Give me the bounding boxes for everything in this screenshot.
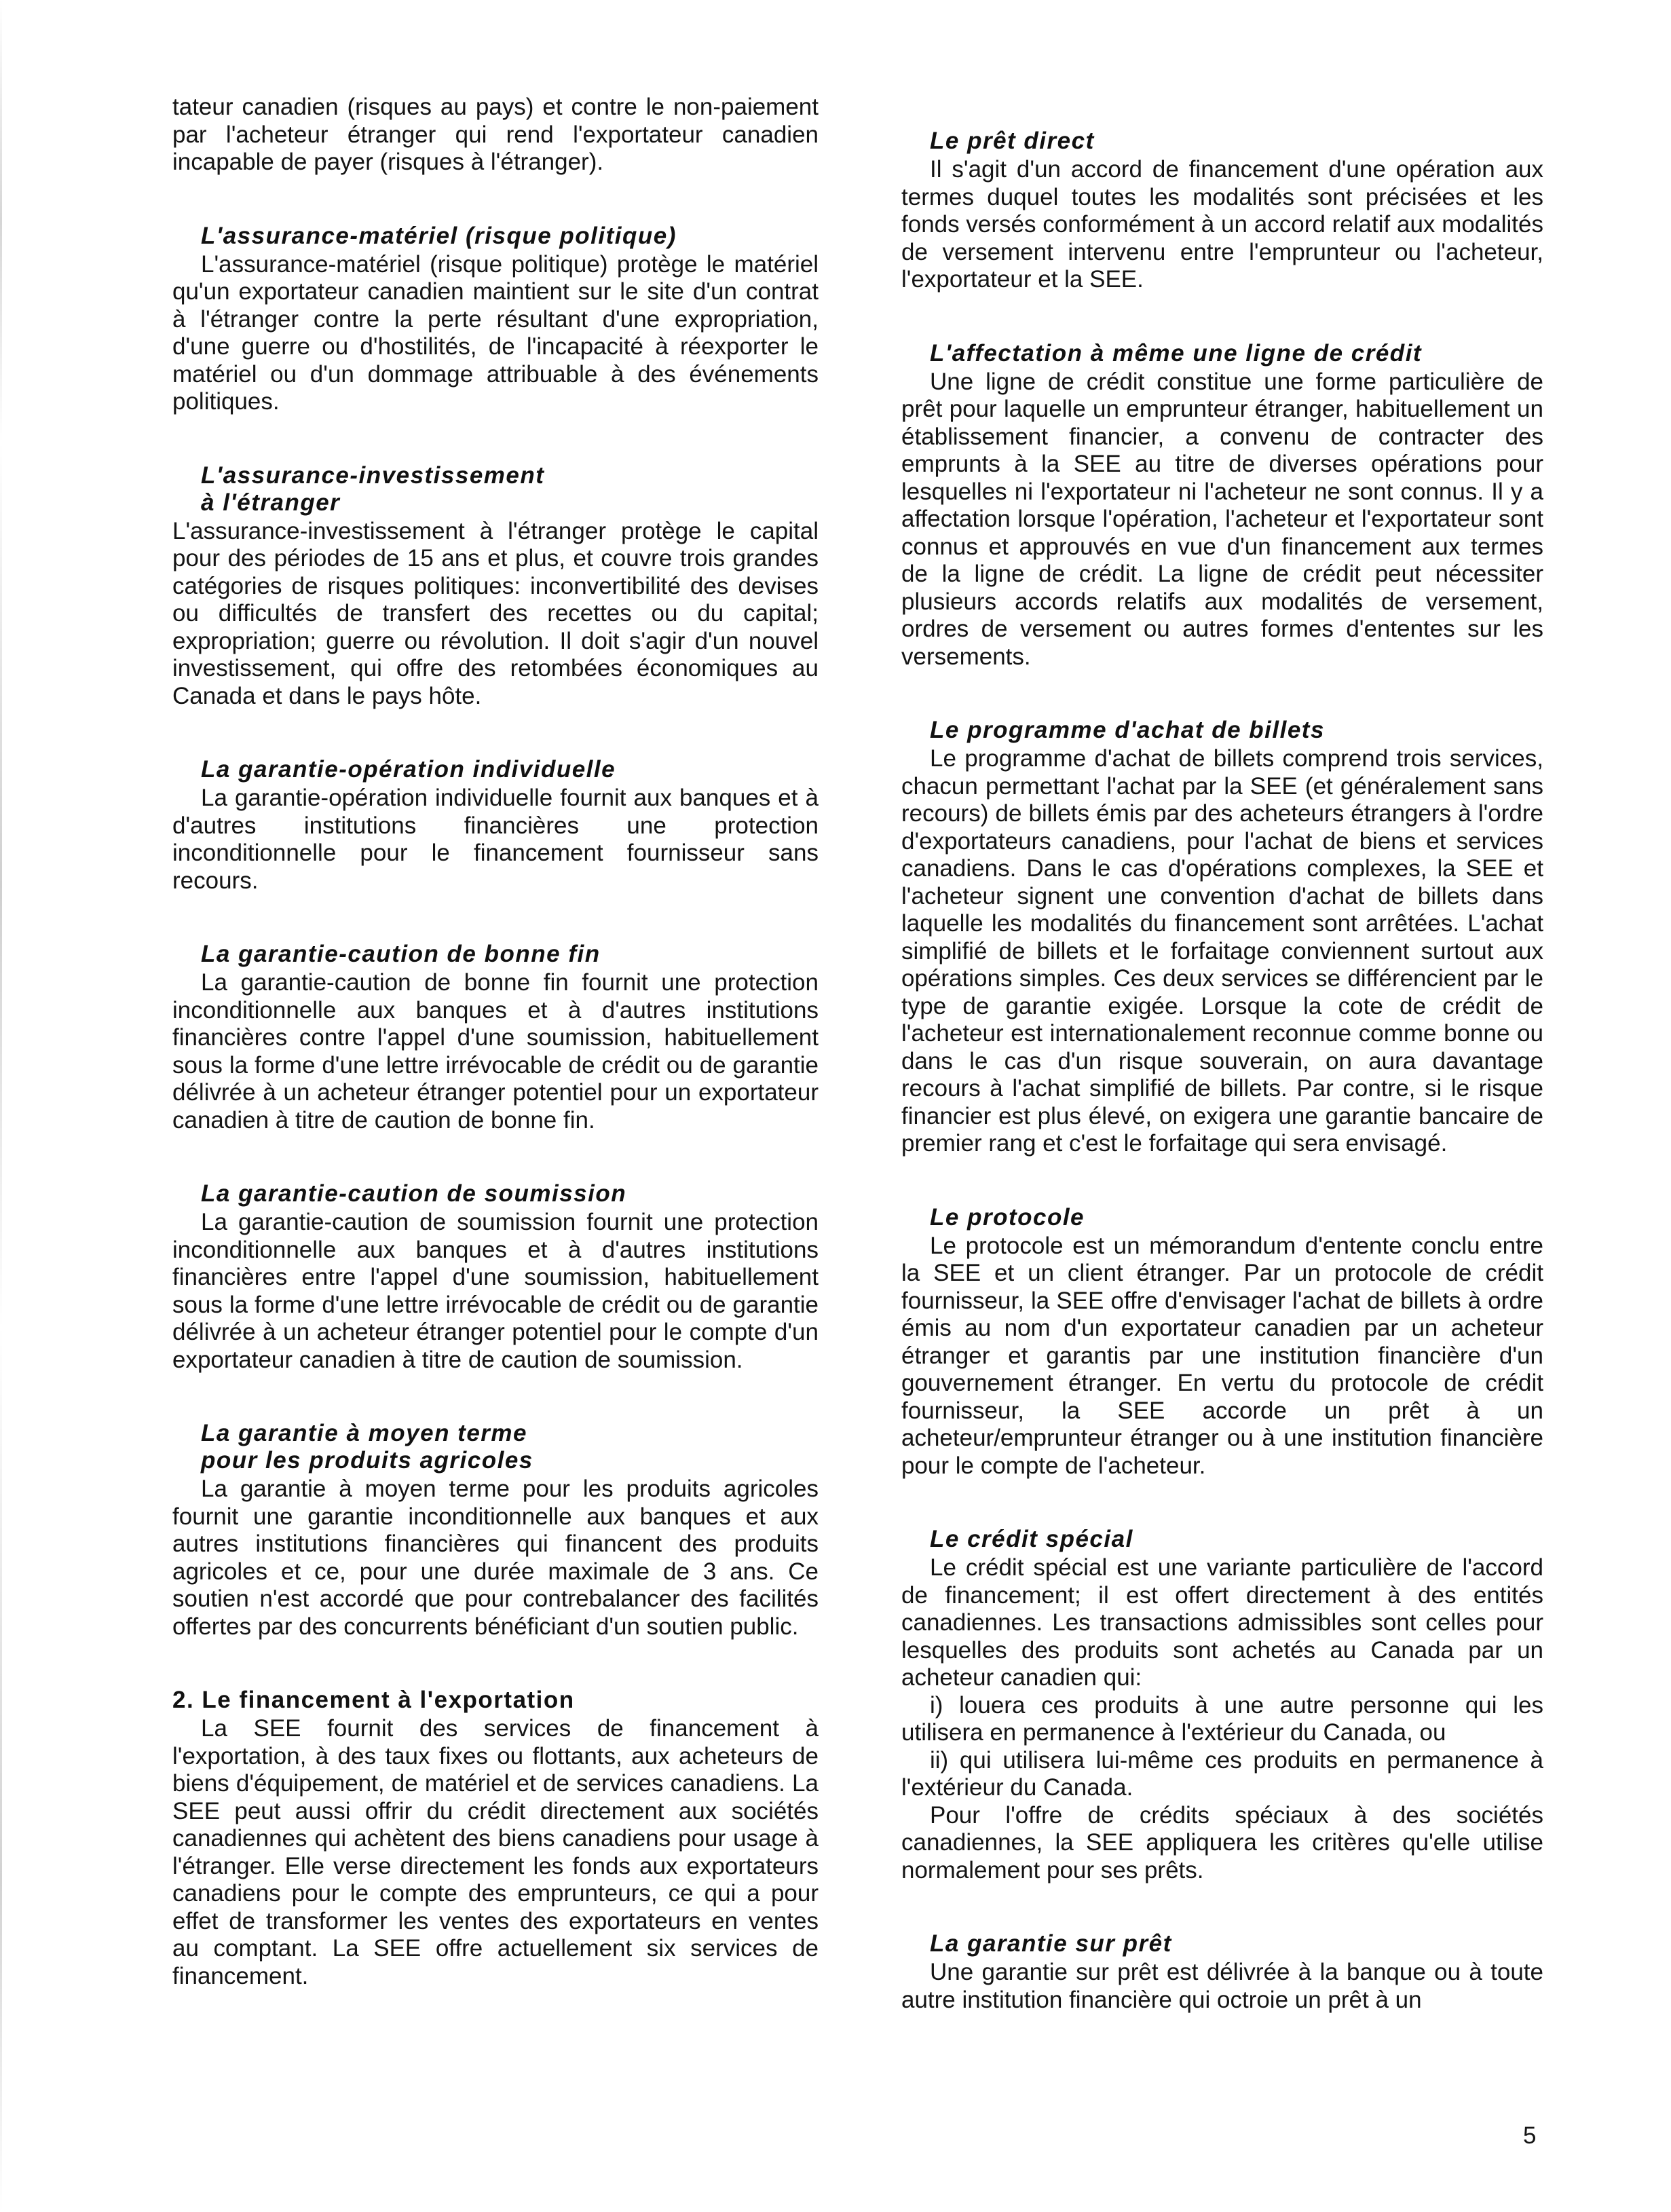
page-number: 5 [1523, 2122, 1537, 2149]
section-heading: Le prêt direct [930, 128, 1095, 154]
section-heading: Le protocole [930, 1203, 1085, 1231]
section-heading: Le programme d'achat de billets [930, 717, 1325, 743]
section-body: Une ligne de crédit constitue une forme particulière de prêt pour laquelle un emprunteur étranger, habituellement un établissement financier, a convenu de contracter des emprunts à la SEE au titre de diverses opérations pour lesquelles ni l'exportateur ni l'acheteur ne sont connus. Il y a affectation lorsque l'opération, l'acheteur et l'exportateur sont connus et approuvés en vue d'un financement aux termes de la ligne de crédit. La ligne de crédit peut nécessiter plusieurs accords relatifs aux modalités de versement, ordres de versement ou autres formes d'ententes sur les versements. [901, 368, 1543, 670]
section-ligne-de-credit [901, 340, 1543, 671]
left-column [172, 94, 819, 2036]
section-garantie-bonne-fin [172, 941, 819, 1134]
section-body: Une garantie sur prêt est délivrée à la banque ou à toute autre institution financière qui octroie un prêt à un [901, 1959, 1543, 2013]
section-assurance-materiel [172, 223, 819, 416]
section-heading: La garantie sur prêt [930, 1930, 1172, 1957]
section-body: Le programme d'achat de billets comprend trois services, chacun permettant l'achat par la SEE (et généralement sans recours) de billets émis par des acheteurs étrangers à l'ordre d'exportateurs canadiens, pour l'achat de biens et services canadiens. Dans le cas d'opérations complexes, la SEE et l'acheteur signent une convention d'achat de billets dans laquelle les modalités du financement sont arrêtées. L'achat simplifié de billets et le forfaitage conviennent surtout aux opérations simples. Ces deux services se différencient par le type de garantie exigée. Lorsque la cote de crédit de l'acheteur est internationalement reconnue comme bonne ou dans le cas d'un risque souverain, on aura davantage recours à l'achat simplifié de billets. Par contre, si le risque financier est plus élevé, on exigera une garantie bancaire de premier rang et c'est le forfaitage qui sera envisagé. [901, 745, 1543, 1157]
section-body: La garantie à moyen terme pour les produits agricoles fournit une garantie inconditionnelle aux banques et aux autres institutions financières qui financent des produits agricoles et ce, pour une durée maximale de 3 ans. Ce soutien n'est accordé que pour contrebalancer des facilités offertes par des concurrents bénéficiant d'un soutien public. [172, 1476, 819, 1640]
section-heading: L'assurance-investissement [201, 462, 545, 489]
section-body: La garantie-caution de soumission fournit une protection inconditionnelle aux banques et à d'autres institutions financières entre l'appel d'une soumission, habituellement sous la forme d'une lettre irrévocable de crédit ou de garantie délivrée à un acheteur étranger potentiel pour le compte d'un exportateur canadien à titre de caution de soumission. [172, 1209, 819, 1373]
list-item: i) louera ces produits à une autre personne qui les utilisera en permanence à l'extérieur du Canada, ou [901, 1691, 1543, 1746]
section-heading: La garantie à moyen terme [201, 1420, 527, 1446]
scan-edge [0, 0, 2, 2212]
section-body-continued: Pour l'offre de crédits spéciaux à des sociétés canadiennes, la SEE appliquera les critères qu'elle utilise normalement pour ses prêts. [901, 1801, 1543, 1883]
section-credit-special [901, 1526, 1543, 1884]
section-garantie-agricoles [172, 1420, 819, 1641]
section-body: Le crédit spécial est une variante particulière de l'accord de financement; il est offert directement à des entités canadiennes. Les transactions admissibles sont celles pour lesquelles des produits sont achetés au Canada par un acheteur canadien qui: [901, 1554, 1543, 1691]
section-garantie-soumission [172, 1180, 819, 1374]
section-body: La garantie-opération individuelle fournit aux banques et à d'autres institutions financières une protection inconditionnelle pour le financement fournisseur sans recours. [172, 785, 819, 894]
section-garantie-sur-pret [901, 1930, 1543, 2014]
section-protocole [901, 1204, 1543, 1480]
section-body: La garantie-caution de bonne fin fournit une protection inconditionnelle aux banques et à d'autres institutions financières contre l'appel d'une soumission, habituellement sous la forme d'une lettre irrévocable de crédit ou de garantie délivrée à un acheteur étranger potentiel pour un exportateur canadien à titre de caution de bonne fin. [172, 969, 819, 1133]
section-heading: 2. Le financement à l'exportation [172, 1687, 575, 1713]
intro-paragraph-block [172, 94, 819, 176]
intro-paragraph: tateur canadien (risques au pays) et contre le non-paiement par l'acheteur étranger qui rend l'exportateur canadien incapable de payer (risques à l'étranger). [172, 94, 819, 175]
section-body: L'assurance-investissement à l'étranger protège le capital pour des périodes de 15 ans et plus, et couvre trois grandes catégories de risques politiques: inconvertibilité des devises ou difficultés de transfert des recettes ou du capital; expropriation; guerre ou révolution. Il doit s'agir d'un nouvel investissement, qui offre des retombées économiques au Canada et dans le pays hôte. [172, 517, 819, 709]
section-heading: La garantie-caution de soumission [201, 1180, 627, 1207]
section-body: La SEE fournit des services de financement à l'exportation, à des taux fixes ou flottants, aux acheteurs de biens d'équipement, de matériel et de services canadiens. La SEE peut aussi offrir du crédit directement aux sociétés canadiennes qui achètent des biens canadiens pour usage à l'étranger. Elle verse directement les fonds aux exportateurs canadiens pour le compte des emprunteurs, ce qui a pour effet de transformer les ventes des exportateurs en ventes au comptant. La SEE offre actuellement six services de financement. [172, 1715, 819, 1989]
section-heading: La garantie-caution de bonne fin [201, 941, 601, 967]
section-garantie-operation [172, 756, 819, 895]
section-heading: L'assurance-matériel (risque politique) [201, 222, 677, 249]
section-body: Le protocole est un mémorandum d'entente conclu entre la SEE et un client étranger. Par un protocole de crédit fournisseur, la SEE offre d'envisager l'achat de billets à ordre émis au nom d'un exportateur canadien par un acheteur étranger et garantis par une institution financière d'un gouvernement étranger. En vertu du protocole de crédit fournisseur, la SEE accorde un prêt à un acheteur/emprunteur étranger ou à une institution financière pour le compte de l'acheteur. [901, 1232, 1543, 1479]
section-body: L'assurance-matériel (risque politique) protège le matériel qu'un exportateur canadien maintient sur le site d'un contrat à l'étranger contre la perte résultant d'une expropriation, d'une guerre ou d'hostilités, de l'incapacité à réexporter le matériel ou d'un dommage attribuable à des événements politiques. [172, 250, 819, 415]
section-body: Il s'agit d'un accord de financement d'une opération aux termes duquel toutes les modalités sont précisées et les fonds versés conformément à un accord relatif aux modalités de versement intervenu entre l'emprunteur ou l'acheteur, l'exportateur et la SEE. [901, 156, 1543, 293]
section-heading-line2: à l'étranger [201, 489, 341, 516]
section-assurance-investissement [172, 462, 819, 711]
section-heading-line2: pour les produits agricoles [201, 1447, 533, 1474]
list-item: ii) qui utilisera lui-même ces produits en permanence à l'extérieur du Canada. [901, 1746, 1543, 1801]
section-heading: L'affectation à même une ligne de crédit [930, 339, 1423, 367]
section-pret-direct [901, 128, 1543, 294]
section-achat-billets [901, 717, 1543, 1158]
section-financement-exportation [172, 1687, 819, 1990]
section-heading: La garantie-opération individuelle [201, 756, 616, 783]
section-heading: Le crédit spécial [930, 1526, 1133, 1552]
right-column [901, 128, 1543, 2060]
